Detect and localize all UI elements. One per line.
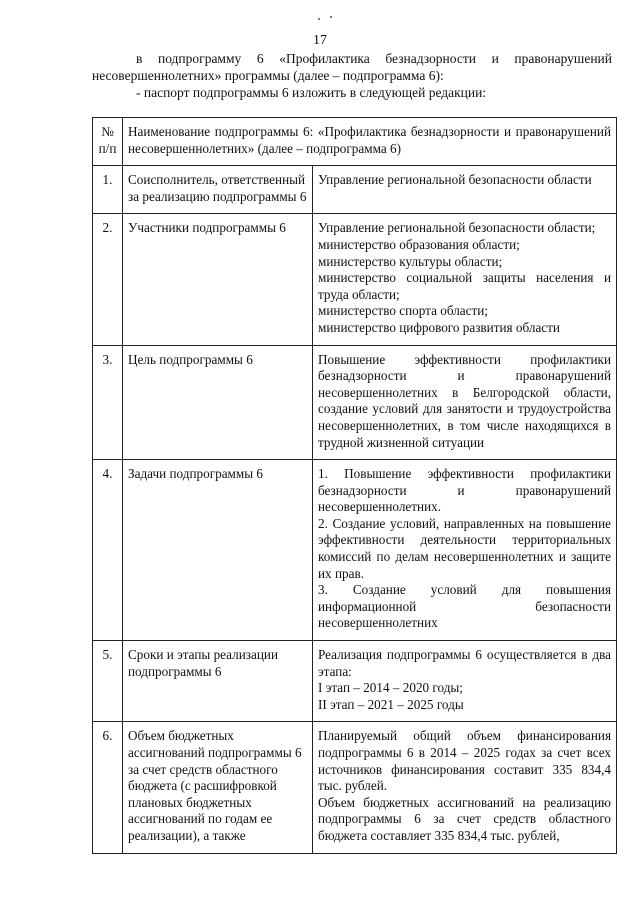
scan-speck [330, 16, 332, 18]
intro-line-1: в подпрограмму 6 «Профилактика безнадзорности и правонарушений несовершеннолетних» программы (далее – подпрограмма 6): [92, 51, 612, 83]
row-value [313, 460, 617, 641]
row-name: Объем бюджетных ассигнований подпрограммы 6 за счет средств областного бюджета (с расшифровкой плановых бюджетных ассигнований по годам ее реализации), а также [123, 722, 313, 853]
row-value-line: министерство образования области; [318, 236, 520, 252]
row-value-line: министерство культуры области; [318, 253, 503, 269]
row-value-line: 3. Создание условий для повышения информационной безопасности несовершеннолетних [318, 582, 612, 631]
row-value-line: министерство цифрового развития области [318, 319, 560, 335]
table-row [93, 166, 617, 214]
scan-speck [318, 18, 320, 20]
row-value [313, 214, 617, 345]
header-num-cell: № п/п [93, 118, 123, 166]
row-value-line: Объем бюджетных ассигнований на реализацию подпрограммы 6 за счет средств областного бюджета составляет 335 834,4 тыс. рублей, [318, 794, 612, 843]
row-value-line: Повышение эффективности профилактики безнадзорности и правонарушений несовершеннолетних в Белгородской области, создание условий для занятости и трудоустройства несовершеннолетних, в том числе находящихся в трудной жизненной ситуации [318, 351, 612, 450]
row-name: Задачи подпрограммы 6 [123, 460, 313, 641]
row-value-line: Управление региональной безопасности области; [318, 220, 596, 236]
header-title-cell: Наименование подпрограммы 6: «Профилактика безнадзорности и правонарушений несовершеннолетних» (далее – подпрограмма 6) [123, 118, 617, 166]
page-number: 17 [313, 33, 327, 48]
row-num: 6. [93, 722, 123, 853]
table-header-row [93, 118, 617, 166]
table-row [93, 722, 617, 853]
row-value [313, 345, 617, 460]
row-value [313, 722, 617, 853]
row-value-line: II этап – 2021 – 2025 годы [318, 696, 464, 712]
table-row [93, 345, 617, 460]
row-value-line: 2. Создание условий, направленных на повышение эффективности деятельности территориальных комиссий по делам несовершеннолетних и защите их прав. [318, 515, 612, 581]
row-name: Участники подпрограммы 6 [123, 214, 313, 345]
row-value-line: 1. Повышение эффективности профилактики безнадзорности и правонарушений несовершеннолетних. [318, 466, 612, 515]
subprogram-passport-table [92, 117, 617, 854]
intro-line-2: - паспорт подпрограммы 6 изложить в следующей редакции: [136, 85, 487, 100]
row-value-line: министерство социальной защиты населения и труда области; [318, 270, 612, 302]
row-num: 1. [93, 166, 123, 214]
row-name: Соисполнитель, ответственный за реализацию подпрограммы 6 [123, 166, 313, 214]
row-value [313, 166, 617, 214]
row-num: 4. [93, 460, 123, 641]
row-num: 3. [93, 345, 123, 460]
row-value-line: Реализация подпрограммы 6 осуществляется в два этапа: [318, 647, 612, 679]
row-name: Цель подпрограммы 6 [123, 345, 313, 460]
row-num: 5. [93, 641, 123, 722]
table-row [93, 641, 617, 722]
row-value-line: министерство спорта области; [318, 303, 488, 319]
table-row [93, 460, 617, 641]
row-num: 2. [93, 214, 123, 345]
intro-text [92, 50, 612, 101]
row-name: Сроки и этапы реализации подпрограммы 6 [123, 641, 313, 722]
row-value-line: Управление региональной безопасности области [318, 172, 592, 188]
row-value-line: I этап – 2014 – 2020 годы; [318, 680, 463, 696]
row-value [313, 641, 617, 722]
row-value-line: Планируемый общий объем финансирования подпрограммы 6 в 2014 – 2025 годах за счет всех источников финансирования составит 335 834,4 тыс. рублей. [318, 728, 612, 794]
table-row [93, 214, 617, 345]
